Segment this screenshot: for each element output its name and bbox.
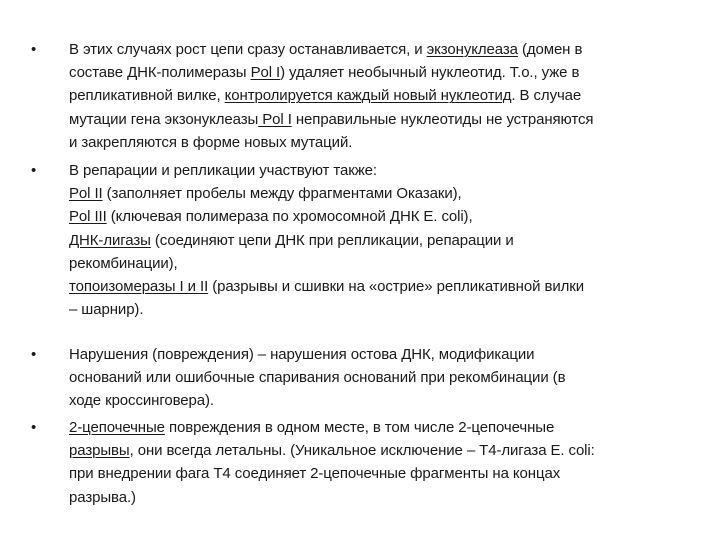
underlined-phrase-control: контролируется каждый новый нуклеотид: [224, 87, 512, 105]
underlined-term-breaks: разрывы: [69, 442, 130, 460]
text-run: В этих случаях рост цепи сразу останавливается, и: [69, 41, 427, 58]
underlined-term-pol-iii: Pol III: [69, 208, 107, 226]
text-line: [69, 108, 699, 131]
bullet-marker: •: [31, 41, 37, 58]
text-run: составе ДНК-полимеразы: [69, 64, 251, 82]
text-line: – шарнир).: [69, 301, 144, 319]
bullet-marker: •: [31, 346, 37, 363]
underlined-term-ligases: ДНК-лигазы: [69, 231, 151, 249]
text-run: мутации гена экзонуклеазы: [69, 110, 259, 128]
text-line: [69, 38, 699, 61]
underlined-term-exonuclease: экзонуклеаза: [426, 41, 518, 58]
text-run: повреждения в одном месте, в том числе 2-цепочечные: [164, 419, 555, 436]
text-line: [69, 61, 699, 84]
text-line: [69, 343, 699, 366]
underlined-term-pol-ii: Pol II: [69, 185, 103, 203]
text-line: разрыва.): [69, 488, 136, 506]
text-line: [69, 275, 699, 298]
text-line: рекомбинации),: [69, 254, 178, 272]
text-line: [69, 416, 699, 439]
text-run: ) – нарушения остова ДНК, модификации: [248, 346, 535, 363]
text-run: ) удаляет необычный нуклеотид. Т.о., уже в: [280, 64, 580, 82]
paragraph-enzymes: [69, 159, 699, 321]
underlined-term-pol-i: Pol I: [250, 64, 281, 82]
text-line: [69, 439, 699, 462]
paragraph-double-strand: [69, 416, 699, 509]
text-line: оснований или ошибочные спаривания оснований при рекомбинации (в: [69, 369, 566, 387]
text-run: (заполняет пробелы между фрагментами Оказаки),: [102, 185, 462, 203]
text-line: [69, 229, 699, 252]
text-run: неправильные нуклеотиды не устраняются: [291, 110, 594, 128]
bullet-marker: •: [31, 419, 37, 436]
paragraph-exonuclease: [69, 38, 699, 154]
text-line: при внедрении фага Т4 соединяет 2-цепочечные фрагменты на концах: [69, 465, 561, 483]
text-run: репликативной вилке,: [69, 87, 225, 105]
underlined-term-pol-i: Pol I: [258, 110, 292, 128]
text-run: . В случае: [511, 87, 582, 105]
underlined-term-double-strand: 2-цепочечные: [69, 419, 165, 436]
paragraph-damage: [69, 343, 699, 413]
text-run: (соединяют цепи ДНК при репликации, репарации и: [150, 231, 514, 249]
text-line: [69, 205, 699, 228]
text-line: [69, 182, 699, 205]
text-line: [69, 84, 699, 107]
text-line: В репарации и репликации участвуют также:: [69, 162, 377, 179]
underlined-term-topoisomerases: топоизомеразы I и II: [69, 278, 209, 296]
text-run: (ключевая полимераза по хромосомной ДНК E. coli),: [106, 208, 473, 226]
text-run: (разрывы и сшивки на «острие» репликативной вилки: [208, 278, 584, 296]
bullet-marker: •: [31, 162, 37, 179]
text-run: (домен в: [517, 41, 583, 58]
text-run: , они всегда летальны. (Уникальное исключение – Т4-лигаза E. coli:: [129, 442, 595, 460]
text-line: и закрепляются в форме новых мутаций.: [69, 133, 353, 151]
text-line: ходе кроссинговера).: [69, 392, 214, 410]
term-damage: Нарушения (повреждения: [69, 346, 249, 363]
